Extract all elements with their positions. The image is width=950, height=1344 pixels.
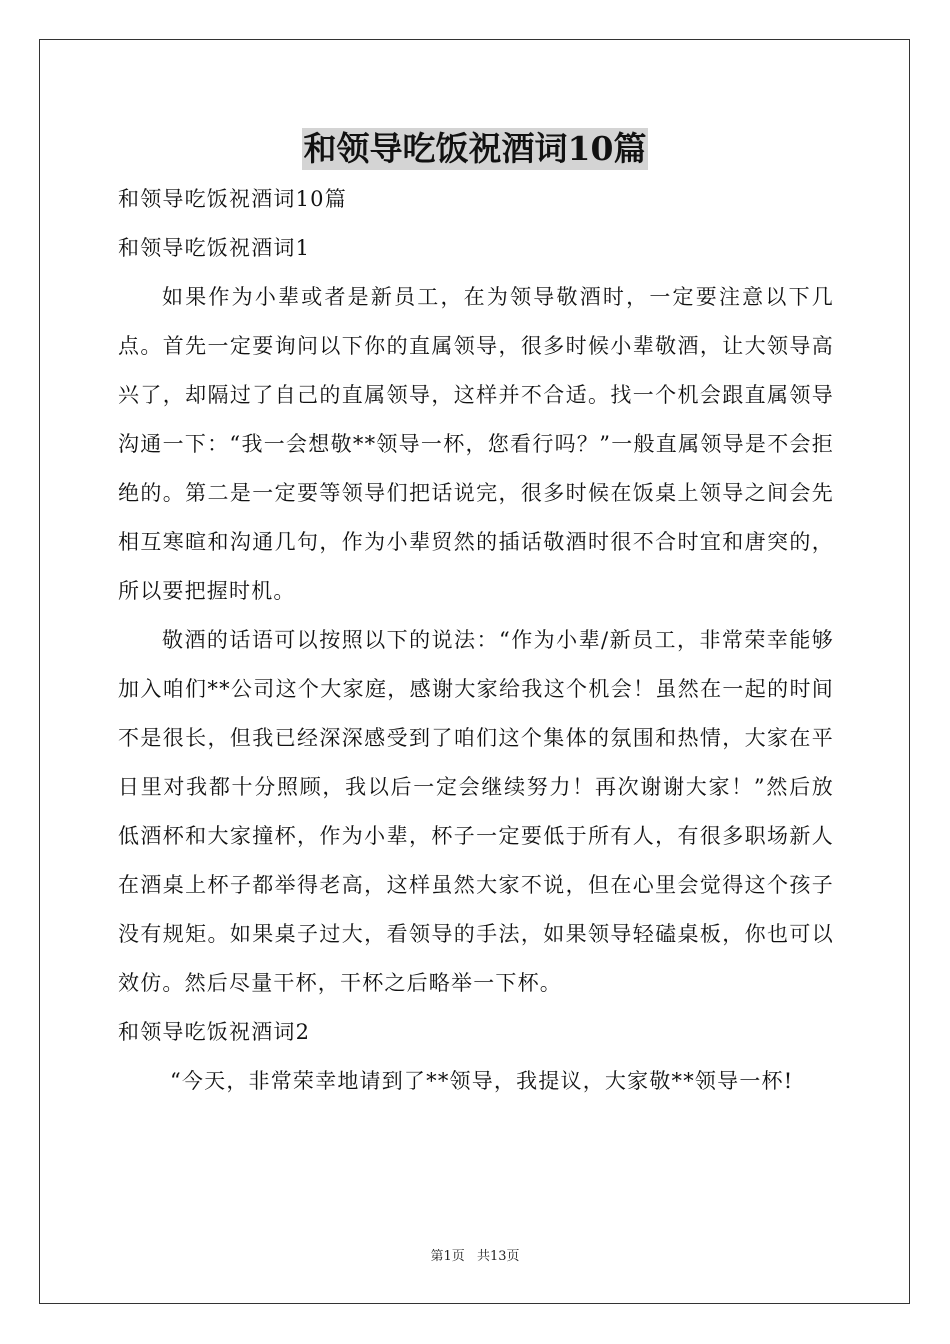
section-heading-2: 和领导吃饭祝酒词2 — [118, 1020, 311, 1044]
document-subtitle: 和领导吃饭祝酒词10篇 — [118, 187, 347, 211]
page-number-total: 共13页 — [476, 1249, 520, 1264]
paragraph-2: 敬酒的话语可以按照以下的说法：“作为小辈/新员工，非常荣幸能够加入咱们**公司这个大家庭，感谢大家给我这个机会！虽然在一起的时间不是很长，但我已经深深感受到了咱们这个集体的氛围和热情，大家在平日里对我都十分照顾，我以后一定会继续努力！再次谢谢大家！”然后放低酒杯和大家撞杯，作为小辈，杯子一定要低于所有人，有很多职场新人在酒桌上杯子都举得老高，这样虽然大家不说，但在心里会觉得这个孩子没有规矩。如果桌子过大，看领导的手法，如果领导轻磕桌板，你也可以效仿。然后尽量干杯，干杯之后略举一下杯。 — [118, 628, 834, 995]
paragraph-3: “今天，非常荣幸地请到了**领导，我提议，大家敬**领导一杯! — [170, 1069, 794, 1093]
title-container — [0, 128, 950, 170]
page-footer — [0, 1245, 950, 1264]
page-number-current: 第1页 — [430, 1249, 465, 1264]
paragraph-1: 如果作为小辈或者是新员工，在为领导敬酒时，一定要注意以下几点。首先一定要询问以下你的直属领导，很多时候小辈敬酒，让大领导高兴了，却隔过了自己的直属领导，这样并不合适。找一个机会跟直属领导沟通一下：“我一会想敬**领导一杯，您看行吗？”一般直属领导是不会拒绝的。第二是一定要等领导们把话说完，很多时候在饭桌上领导之间会先相互寒暄和沟通几句，作为小辈贸然的插话敬酒时很不合时宜和唐突的，所以要把握时机。 — [118, 285, 834, 603]
document-body — [118, 175, 834, 1106]
section-heading-1: 和领导吃饭祝酒词1 — [118, 236, 311, 260]
document-title: 和领导吃饭祝酒词10篇 — [303, 129, 647, 168]
